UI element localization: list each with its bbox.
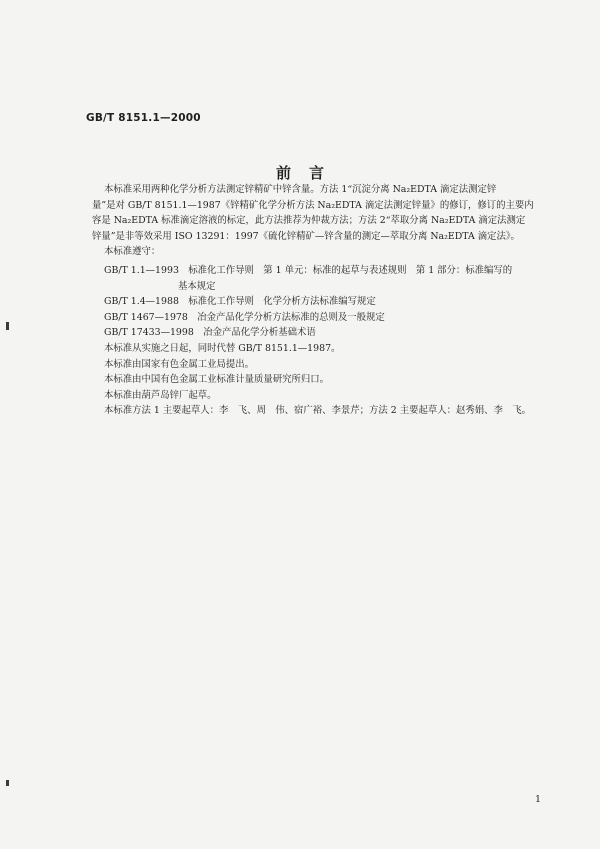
compliance-intro: 本标准遵守： [104, 246, 161, 258]
paragraph-line: 容是 Na₂EDTA 标准滴定溶液的标定，此方法推荐为仲裁方法；方法 2“萃取分离 Na₂EDTA 滴定法测定 [92, 215, 526, 227]
scan-edge-mark [6, 322, 9, 330]
scan-edge-mark [6, 780, 9, 786]
reference-line: GB/T 17433—1998 冶金产品化学分析基础术语 [104, 327, 316, 339]
statement-line: 本标准方法 1 主要起草人：李 飞、周 伟、宿广裕、李景芹；方法 2 主要起草人：赵秀娟、李 飞。 [104, 405, 531, 417]
paragraph-line: 量”是对 GB/T 8151.1—1987《锌精矿化学分析方法 Na₂EDTA 滴定法测定锌量》的修订，修订的主要内 [92, 199, 534, 211]
paragraph-line: 锌量”是非等效采用 ISO 13291：1997《硫化锌精矿—锌含量的测定—萃取分离 Na₂EDTA 滴定法》。 [92, 230, 520, 242]
page-title: 前言 [275, 164, 342, 182]
paragraph-line: 本标准采用两种化学分析方法测定锌精矿中锌含量。方法 1“沉淀分离 Na₂EDTA 滴定法测定锌 [104, 184, 497, 195]
document-body [92, 182, 552, 419]
statement-line: 本标准从实施之日起，同时代替 GB/T 8151.1—1987。 [104, 342, 341, 354]
page-number: 1 [535, 794, 542, 805]
statement-line: 本标准由葫芦岛锌厂起草。 [104, 389, 217, 401]
statement-line: 本标准由中国有色金属工业标准计量质量研究所归口。 [104, 374, 330, 386]
reference-line: GB/T 1.4—1988 标准化工作导则 化学分析方法标准编写规定 [104, 296, 376, 308]
reference-line: GB/T 1.1—1993 标准化工作导则 第 1 单元：标准的起草与表述规则 第 1 部分：标准编写的 [104, 264, 513, 276]
reference-continuation: 基本规定 [178, 280, 216, 292]
standard-code: GB/T 8151.1—2000 [86, 112, 201, 124]
statement-line: 本标准由国家有色金属工业局提出。 [104, 358, 255, 370]
reference-line: GB/T 1467—1978 冶金产品化学分析方法标准的总则及一般规定 [104, 311, 385, 323]
